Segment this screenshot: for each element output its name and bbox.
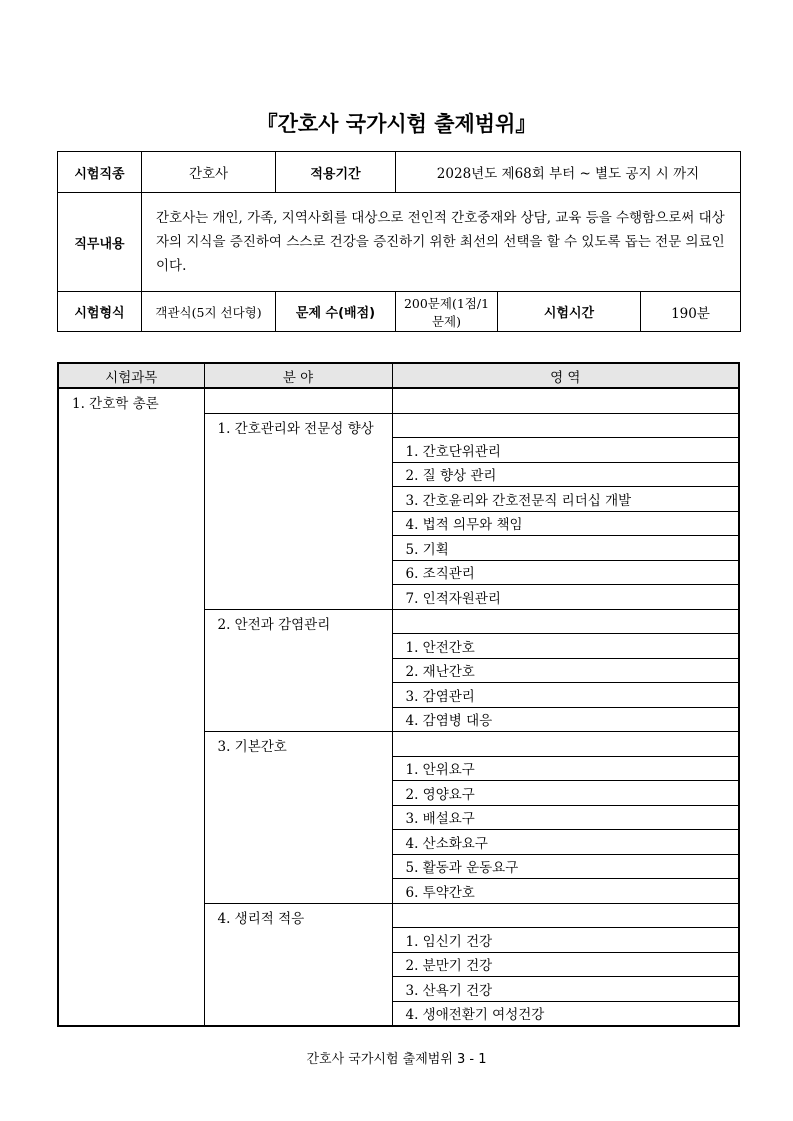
field-name: 1. 간호관리와 전문성 향상 <box>204 413 392 609</box>
info-row-duty <box>58 193 741 292</box>
area-item: 1. 안전간호 <box>392 634 739 659</box>
subject-cell: 1. 간호학 총론 <box>58 388 204 1026</box>
page-footer: 간호사 국가시험 출제범위 3 - 1 <box>306 1052 487 1067</box>
period-label: 적용기간 <box>276 152 396 193</box>
exam-scope-table <box>57 362 740 1027</box>
time-label: 시험시간 <box>498 292 641 332</box>
field-name: 2. 안전과 감염관리 <box>204 609 392 732</box>
field-name: 3. 기본간호 <box>204 732 392 904</box>
header-subject: 시험과목 <box>58 363 204 388</box>
area-item: 4. 생애전환기 여성건강 <box>392 1001 739 1026</box>
period-value: 2028년도 제68회 부터 ~ 별도 공지 시 까지 <box>396 152 741 193</box>
area-item: 2. 분만기 건강 <box>392 952 739 977</box>
info-row-job <box>58 152 741 193</box>
area-item: 4. 산소화요구 <box>392 830 739 855</box>
blank-field-cell <box>204 388 392 413</box>
area-item: 6. 투약간호 <box>392 879 739 904</box>
area-item: 3. 감염관리 <box>392 683 739 708</box>
header-area: 영 역 <box>392 363 739 388</box>
info-row-format <box>58 292 741 332</box>
blank-area-cell <box>392 609 739 634</box>
blank-area-cell <box>392 732 739 757</box>
scope-body <box>58 388 739 1026</box>
area-item: 3. 산욕기 건강 <box>392 977 739 1002</box>
job-value: 간호사 <box>142 152 276 193</box>
format-label: 시험형식 <box>58 292 142 332</box>
count-value: 200문제(1점/1문제) <box>396 292 498 332</box>
area-item: 1. 간호단위관리 <box>392 438 739 463</box>
header-field: 분 야 <box>204 363 392 388</box>
area-item: 2. 영양요구 <box>392 781 739 806</box>
area-item: 5. 활동과 운동요구 <box>392 854 739 879</box>
blank-area-cell <box>392 388 739 413</box>
area-item: 7. 인적자원관리 <box>392 585 739 610</box>
area-item: 3. 배설요구 <box>392 805 739 830</box>
job-label: 시험직종 <box>58 152 142 193</box>
area-item: 1. 안위요구 <box>392 756 739 781</box>
duty-description: 간호사는 개인, 가족, 지역사회를 대상으로 전인적 간호중재와 상담, 교육 등을 수행함으로써 대상자의 지식을 증진하여 스스로 건강을 증진하기 위한 최선의 선택을 할 수 있도록 돕는 전문 의료인이다. <box>142 193 741 292</box>
area-item: 2. 재난간호 <box>392 658 739 683</box>
area-item: 4. 법적 의무와 책임 <box>392 511 739 536</box>
area-item: 5. 기획 <box>392 536 739 561</box>
blank-area-cell <box>392 903 739 928</box>
field-name: 4. 생리적 적응 <box>204 903 392 1026</box>
count-label: 문제 수(배점) <box>276 292 396 332</box>
area-item: 3. 간호윤리와 간호전문직 리더십 개발 <box>392 487 739 512</box>
area-item: 6. 조직관리 <box>392 560 739 585</box>
duty-label: 직무내용 <box>58 193 142 292</box>
area-item: 1. 임신기 건강 <box>392 928 739 953</box>
document-title: 『간호사 국가시험 출제범위』 <box>256 112 537 136</box>
subject-row <box>58 388 739 413</box>
area-item: 4. 감염병 대응 <box>392 707 739 732</box>
exam-info-table <box>57 151 741 332</box>
area-item: 2. 질 향상 관리 <box>392 462 739 487</box>
scope-header-row <box>58 363 739 388</box>
format-value: 객관식(5지 선다형) <box>142 292 276 332</box>
blank-area-cell <box>392 413 739 438</box>
time-value: 190분 <box>641 292 741 332</box>
